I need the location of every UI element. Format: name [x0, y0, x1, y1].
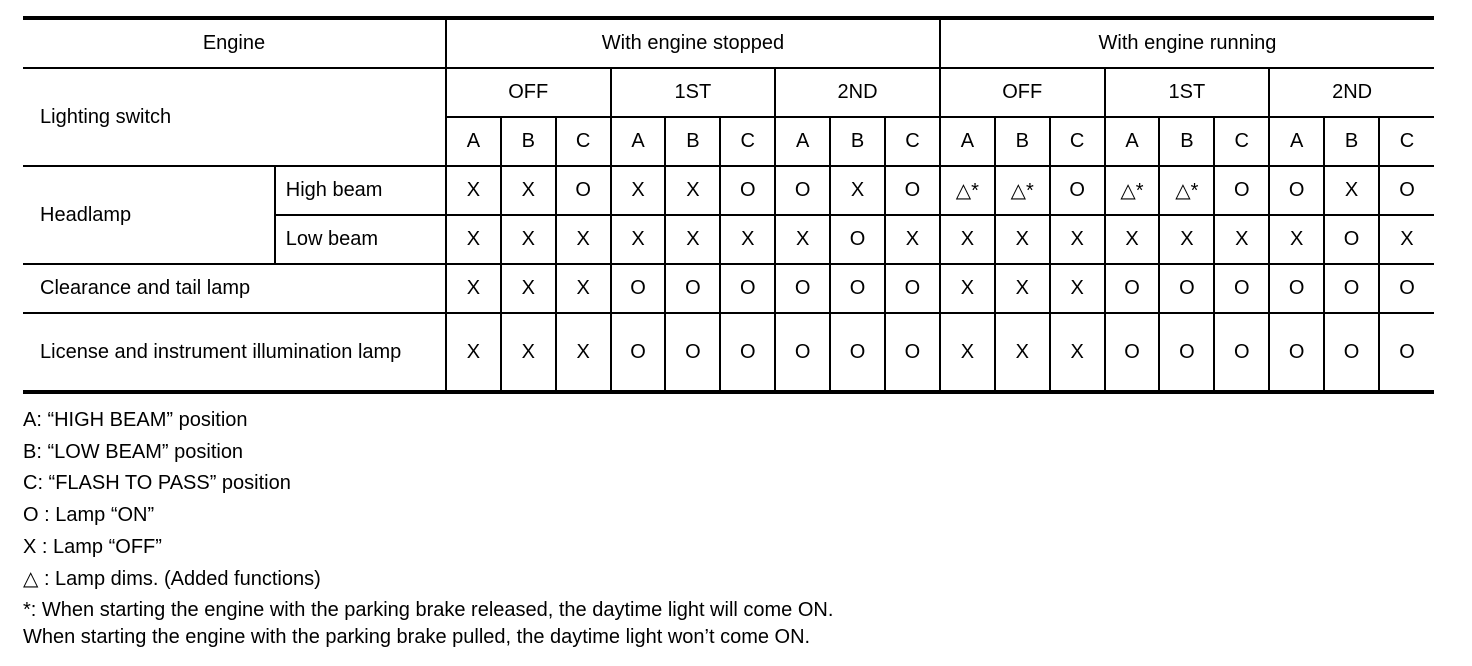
table-cell: X [940, 215, 995, 264]
table-cell: O [1324, 313, 1379, 392]
switch-header: 2ND [775, 68, 940, 117]
table-cell: X [611, 215, 666, 264]
table-cell: O [885, 313, 940, 392]
lighting-switch-label: Lighting switch [23, 68, 446, 166]
table-cell: O [1324, 264, 1379, 313]
table-cell: O [1159, 264, 1214, 313]
table-cell: X [1050, 215, 1105, 264]
position-header: C [556, 117, 611, 166]
table-cell: O [1214, 313, 1269, 392]
position-header: B [995, 117, 1050, 166]
footnote-line: When starting the engine with the parking brake pulled, the daytime light won’t come ON. [23, 626, 811, 648]
table-cell: X [1379, 215, 1434, 264]
position-header: A [611, 117, 666, 166]
table-cell: X [446, 313, 501, 392]
table-cell: X [611, 166, 666, 215]
engine-header-row [23, 18, 1434, 68]
position-header: A [1269, 117, 1324, 166]
table-cell: O [1379, 264, 1434, 313]
switch-header: OFF [940, 68, 1105, 117]
table-cell: X [501, 313, 556, 392]
table-cell: O [1324, 215, 1379, 264]
position-header: A [940, 117, 995, 166]
position-header: B [830, 117, 885, 166]
table-cell: O [1214, 264, 1269, 313]
table-cell: O [1269, 264, 1324, 313]
table-cell: O [1159, 313, 1214, 392]
table-cell: X [1105, 215, 1160, 264]
table-cell: X [1050, 313, 1105, 392]
table-cell: X [1269, 215, 1324, 264]
table-cell: O [720, 166, 775, 215]
table-cell: O [1269, 166, 1324, 215]
switch-header-row [23, 68, 1434, 117]
table-cell: △* [995, 166, 1050, 215]
table-cell: O [830, 215, 885, 264]
position-header: C [720, 117, 775, 166]
table-cell: △* [1159, 166, 1214, 215]
table-cell: O [885, 166, 940, 215]
table-cell: O [611, 264, 666, 313]
table-cell: X [1214, 215, 1269, 264]
table-cell: O [775, 313, 830, 392]
footnote-line: *: When starting the engine with the parking brake released, the daytime light will come ON. [23, 599, 834, 621]
table-cell: O [1050, 166, 1105, 215]
table-cell: X [720, 215, 775, 264]
table-cell: O [665, 313, 720, 392]
table-cell: X [995, 264, 1050, 313]
table-cell: X [1324, 166, 1379, 215]
license-row [23, 313, 1434, 392]
table-cell: X [995, 215, 1050, 264]
table-cell: X [556, 313, 611, 392]
table-cell: X [830, 166, 885, 215]
position-header: A [775, 117, 830, 166]
engine-running-header: With engine running [940, 18, 1434, 68]
switch-header: 1ST [1105, 68, 1270, 117]
position-header: C [1214, 117, 1269, 166]
position-header: A [1105, 117, 1160, 166]
table-cell: O [1105, 313, 1160, 392]
legend [23, 405, 321, 595]
legend-item: B: “LOW BEAM” position [23, 440, 244, 463]
table-cell: O [830, 313, 885, 392]
position-header: C [885, 117, 940, 166]
table-cell: O [775, 264, 830, 313]
table-cell: O [775, 166, 830, 215]
position-header: C [1050, 117, 1105, 166]
table-cell: X [446, 264, 501, 313]
row-label: Clearance and tail lamp [23, 264, 446, 313]
table-cell: X [501, 166, 556, 215]
table-cell: O [1379, 313, 1434, 392]
table-cell: O [665, 264, 720, 313]
table-cell: X [501, 215, 556, 264]
table-cell: X [501, 264, 556, 313]
legend-item: C: “FLASH TO PASS” position [23, 472, 291, 495]
table-cell: X [775, 215, 830, 264]
position-header: C [1379, 117, 1434, 166]
table-cell: X [885, 215, 940, 264]
table-cell: X [940, 264, 995, 313]
position-header: B [501, 117, 556, 166]
legend-item: A: “HIGH BEAM” position [23, 409, 248, 431]
table-cell: O [611, 313, 666, 392]
lamp-operation-table [23, 16, 1434, 394]
switch-header: 2ND [1269, 68, 1434, 117]
table-cell: X [995, 313, 1050, 392]
table-cell: X [1159, 215, 1214, 264]
switch-header: OFF [446, 68, 611, 117]
table-cell: X [1050, 264, 1105, 313]
row-label: Low beam [275, 215, 446, 264]
table-cell: X [665, 215, 720, 264]
table-cell: △* [940, 166, 995, 215]
switch-header: 1ST [611, 68, 776, 117]
clearance-row [23, 264, 1434, 313]
footnote [23, 597, 833, 651]
table-cell: X [446, 166, 501, 215]
table-cell: O [885, 264, 940, 313]
position-header: B [1324, 117, 1379, 166]
table-cell: O [1269, 313, 1324, 392]
position-header: A [446, 117, 501, 166]
legend-item: △ : Lamp dims. (Added functions) [23, 567, 321, 590]
headlamp-label: Headlamp [23, 166, 275, 264]
row-label: High beam [275, 166, 446, 215]
table-cell: X [446, 215, 501, 264]
table-cell: O [830, 264, 885, 313]
engine-stopped-header: With engine stopped [446, 18, 940, 68]
table-cell: X [556, 264, 611, 313]
position-header: B [665, 117, 720, 166]
table-cell: X [556, 215, 611, 264]
table-cell: △* [1105, 166, 1160, 215]
row-label: License and instrument illumination lamp [23, 313, 446, 392]
table-cell: O [720, 313, 775, 392]
table-cell: X [665, 166, 720, 215]
legend-item: O : Lamp “ON” [23, 504, 155, 527]
table-cell: O [720, 264, 775, 313]
table-cell: X [940, 313, 995, 392]
table-cell: O [1379, 166, 1434, 215]
table-cell: O [556, 166, 611, 215]
high-beam-row [23, 166, 1434, 215]
table-cell: O [1105, 264, 1160, 313]
table-cell: O [1214, 166, 1269, 215]
legend-item: X : Lamp “OFF” [23, 535, 162, 558]
position-header: B [1159, 117, 1214, 166]
engine-label: Engine [23, 18, 446, 68]
